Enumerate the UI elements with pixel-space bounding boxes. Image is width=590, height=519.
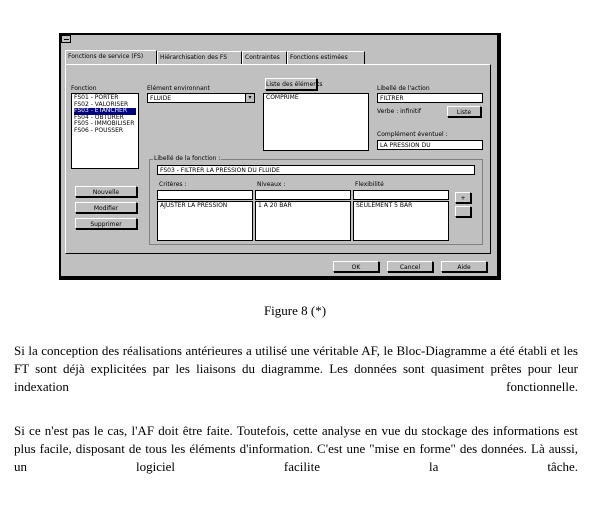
system-menu-icon[interactable] (61, 35, 71, 43)
liste-verbes-button[interactable]: Liste (447, 106, 481, 117)
supprimer-button[interactable]: Supprimer (75, 218, 137, 229)
niveaux-list[interactable] (255, 201, 351, 241)
elements-list[interactable] (263, 93, 369, 151)
libelle-fonction-input[interactable]: FS03 - FILTRER LA PRESSION DU FLUIDE (157, 165, 475, 175)
paragraph-1: Si la conception des réalisations antérieures a utilisé une véritable AF, le Bloc-Diagramme a été établi et les FT sont déjà explicitées par les liaisons du diagramme. Les données sont quasiment prêtes pour leur indexation fonctionnelle. (14, 343, 578, 394)
complement-label: Complément éventuel : (377, 131, 448, 138)
paragraph-2: Si ce n'est pas le cas, l'AF doit être faite. Toutefois, cette analyse en vue du stockage des informations est plus facile, disposant de tous les éléments d'information. C'est une "mise en forme" des données. Là aussi, un logiciel facilite la tâche. (14, 423, 578, 474)
niveaux-label: Niveaux : (257, 181, 286, 188)
dialog-window (61, 35, 497, 276)
list-item[interactable]: FS03 - ETANCHER (74, 108, 136, 115)
criteres-label: Critères : (159, 181, 187, 188)
libelle-action-input[interactable]: FILTRER (377, 93, 483, 103)
complement-input[interactable]: LA PRESSION DU (377, 140, 483, 150)
element-environnant-label: Elément environnant (147, 85, 210, 92)
tab-contraintes[interactable]: Contraintes (242, 51, 287, 64)
flexibilite-list[interactable] (353, 201, 449, 241)
libelle-fonction-label: Libellé de la fonction : (154, 155, 221, 162)
tab-hierarchisation[interactable]: Hiérarchisation des FS (157, 51, 242, 64)
tab-fonctions-service[interactable]: Fonctions de service (FS) (65, 50, 157, 64)
help-button[interactable]: Aide (441, 261, 487, 272)
niveaux-input[interactable] (255, 190, 351, 200)
list-item[interactable]: 1 A 20 BAR (258, 202, 292, 209)
criteres-list[interactable] (157, 201, 253, 241)
chevron-down-icon[interactable]: ▾ (245, 94, 254, 102)
nouvelle-button[interactable]: Nouvelle (75, 186, 137, 197)
list-item[interactable]: COMPRIME (266, 94, 299, 101)
list-item[interactable]: FS04 - OBTURER (74, 113, 124, 121)
list-item[interactable]: AJUSTER LA PRESSION (160, 202, 228, 209)
tab-fonctions-estimees[interactable]: Fonctions estimées (287, 51, 365, 64)
list-item[interactable]: FS01 - PORTER (74, 94, 119, 101)
verbe-infinitif-label: Verbe : infinitif (377, 108, 421, 115)
screenshot-frame (59, 33, 501, 280)
list-item[interactable]: FS06 - POUSSER (74, 126, 124, 134)
flexibilite-label: Flexibilité (355, 181, 384, 188)
modifier-button[interactable]: Modifier (75, 202, 137, 213)
add-button[interactable]: + (455, 192, 471, 203)
list-item[interactable]: FS05 - IMMOBILISER (74, 120, 135, 127)
fonction-label: Fonction (71, 85, 97, 92)
liste-elements-button[interactable]: Liste des éléments (265, 78, 317, 90)
ok-button[interactable]: OK (333, 261, 379, 272)
list-item[interactable]: SEULEMENT 5 BAR (356, 202, 413, 209)
criteres-input[interactable] (157, 190, 253, 200)
element-environnant-select[interactable] (147, 93, 255, 103)
libelle-action-label: Libellé de l'action (377, 85, 430, 92)
flexibilite-input[interactable] (353, 190, 449, 200)
fonction-list[interactable] (71, 93, 139, 169)
list-item[interactable]: FS02 - VALORISER (74, 100, 129, 108)
remove-button[interactable] (455, 206, 471, 217)
figure-caption: Figure 8 (*) (263, 303, 327, 318)
cancel-button[interactable]: Cancel (387, 261, 433, 272)
element-environnant-value: FLUIDE (150, 95, 172, 102)
